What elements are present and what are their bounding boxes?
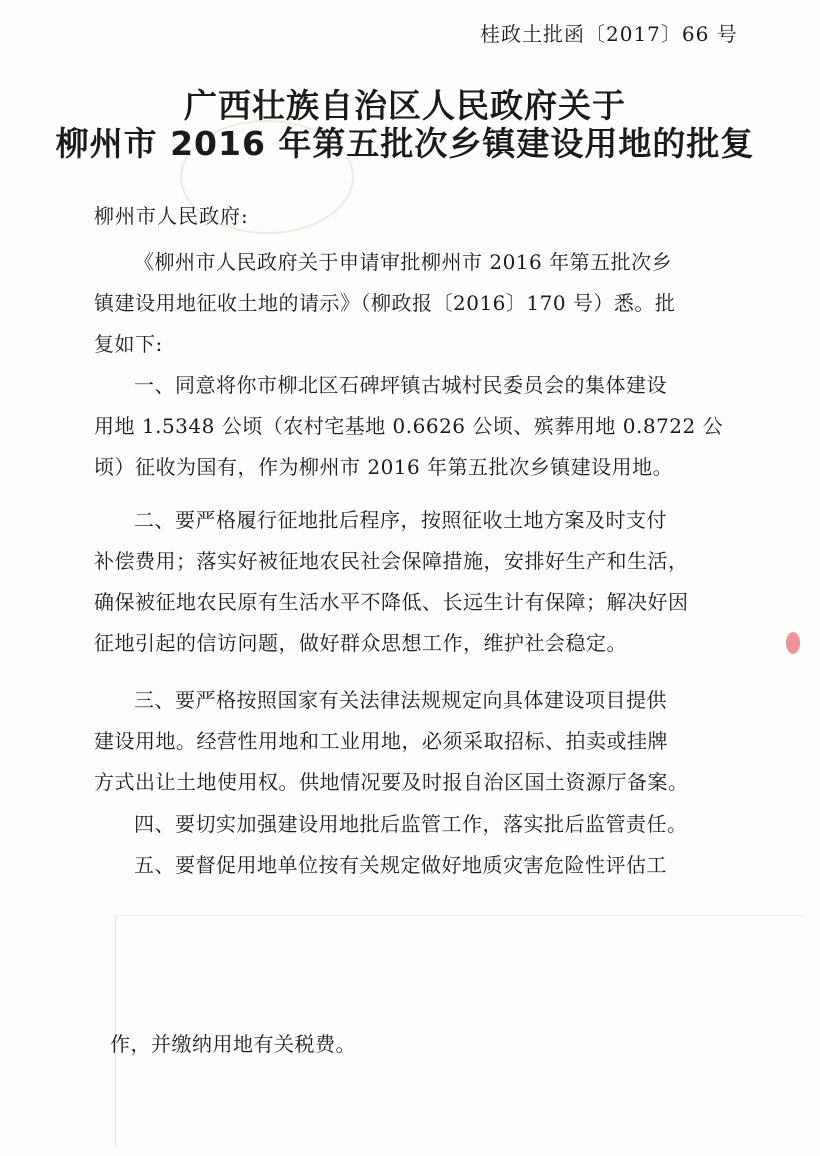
item-2-line: 二、要严格履行征地批后程序，按照征收土地方案及时支付 [134, 508, 667, 532]
item-3-paragraph [94, 680, 754, 803]
document-number: 桂政土批函〔2017〕66 号 [480, 22, 738, 46]
item-1-line: 用地 1.5348 公顷（农村宅基地 0.6626 公顷、殡葬用地 0.8722 公 [94, 414, 724, 438]
item-3-line: 三、要严格按照国家有关法律法规规定向具体建设项目提供 [134, 688, 667, 712]
item-5-line: 五、要督促用地单位按有关规定做好地质灾害危险性评估工 [134, 853, 667, 877]
item-1-line: 顷）征收为国有，作为柳州市 2016 年第五批次乡镇建设用地。 [94, 455, 674, 479]
document-title-line-1: 广西壮族自治区人民政府关于 [184, 86, 626, 125]
red-ink-spot [786, 632, 800, 654]
addressee: 柳州市人民政府: [94, 204, 249, 228]
item-5-paragraph [94, 845, 754, 886]
item-2-paragraph [94, 500, 754, 664]
item-1-line: 一、同意将你市柳北区石碑坪镇古城村民委员会的集体建设 [134, 373, 667, 397]
item-5-continuation [110, 1024, 770, 1065]
intro-line: 复如下: [94, 332, 163, 356]
intro-line: 《柳州市人民政府关于申请审批柳州市 2016 年第五批次乡 [134, 250, 673, 274]
intro-line: 镇建设用地征收土地的请示》（柳政报〔2016〕170 号）悉。批 [94, 291, 676, 315]
item-4-paragraph [94, 804, 754, 845]
item-3-line: 方式出让土地使用权。供地情况要及时报自治区国土资源厅备案。 [94, 770, 689, 794]
item-2-line: 补偿费用；落实好被征地农民社会保障措施，安排好生产和生活， [94, 549, 689, 573]
intro-paragraph [94, 242, 754, 365]
item-5-continuation-line: 作，并缴纳用地有关税费。 [110, 1032, 356, 1056]
item-1-paragraph [94, 365, 754, 488]
item-3-line: 建设用地。经营性用地和工业用地，必须采取招标、拍卖或挂牌 [94, 729, 668, 753]
item-2-line: 确保被征地农民原有生活水平不降低、长远生计有保障；解决好因 [94, 590, 689, 614]
item-4-line: 四、要切实加强建设用地批后监管工作，落实批后监管责任。 [134, 812, 688, 836]
item-2-line: 征地引起的信访问题，做好群众思想工作，维护社会稳定。 [94, 631, 627, 655]
document-title-line-2: 柳州市 2016 年第五批次乡镇建设用地的批复 [55, 124, 755, 163]
